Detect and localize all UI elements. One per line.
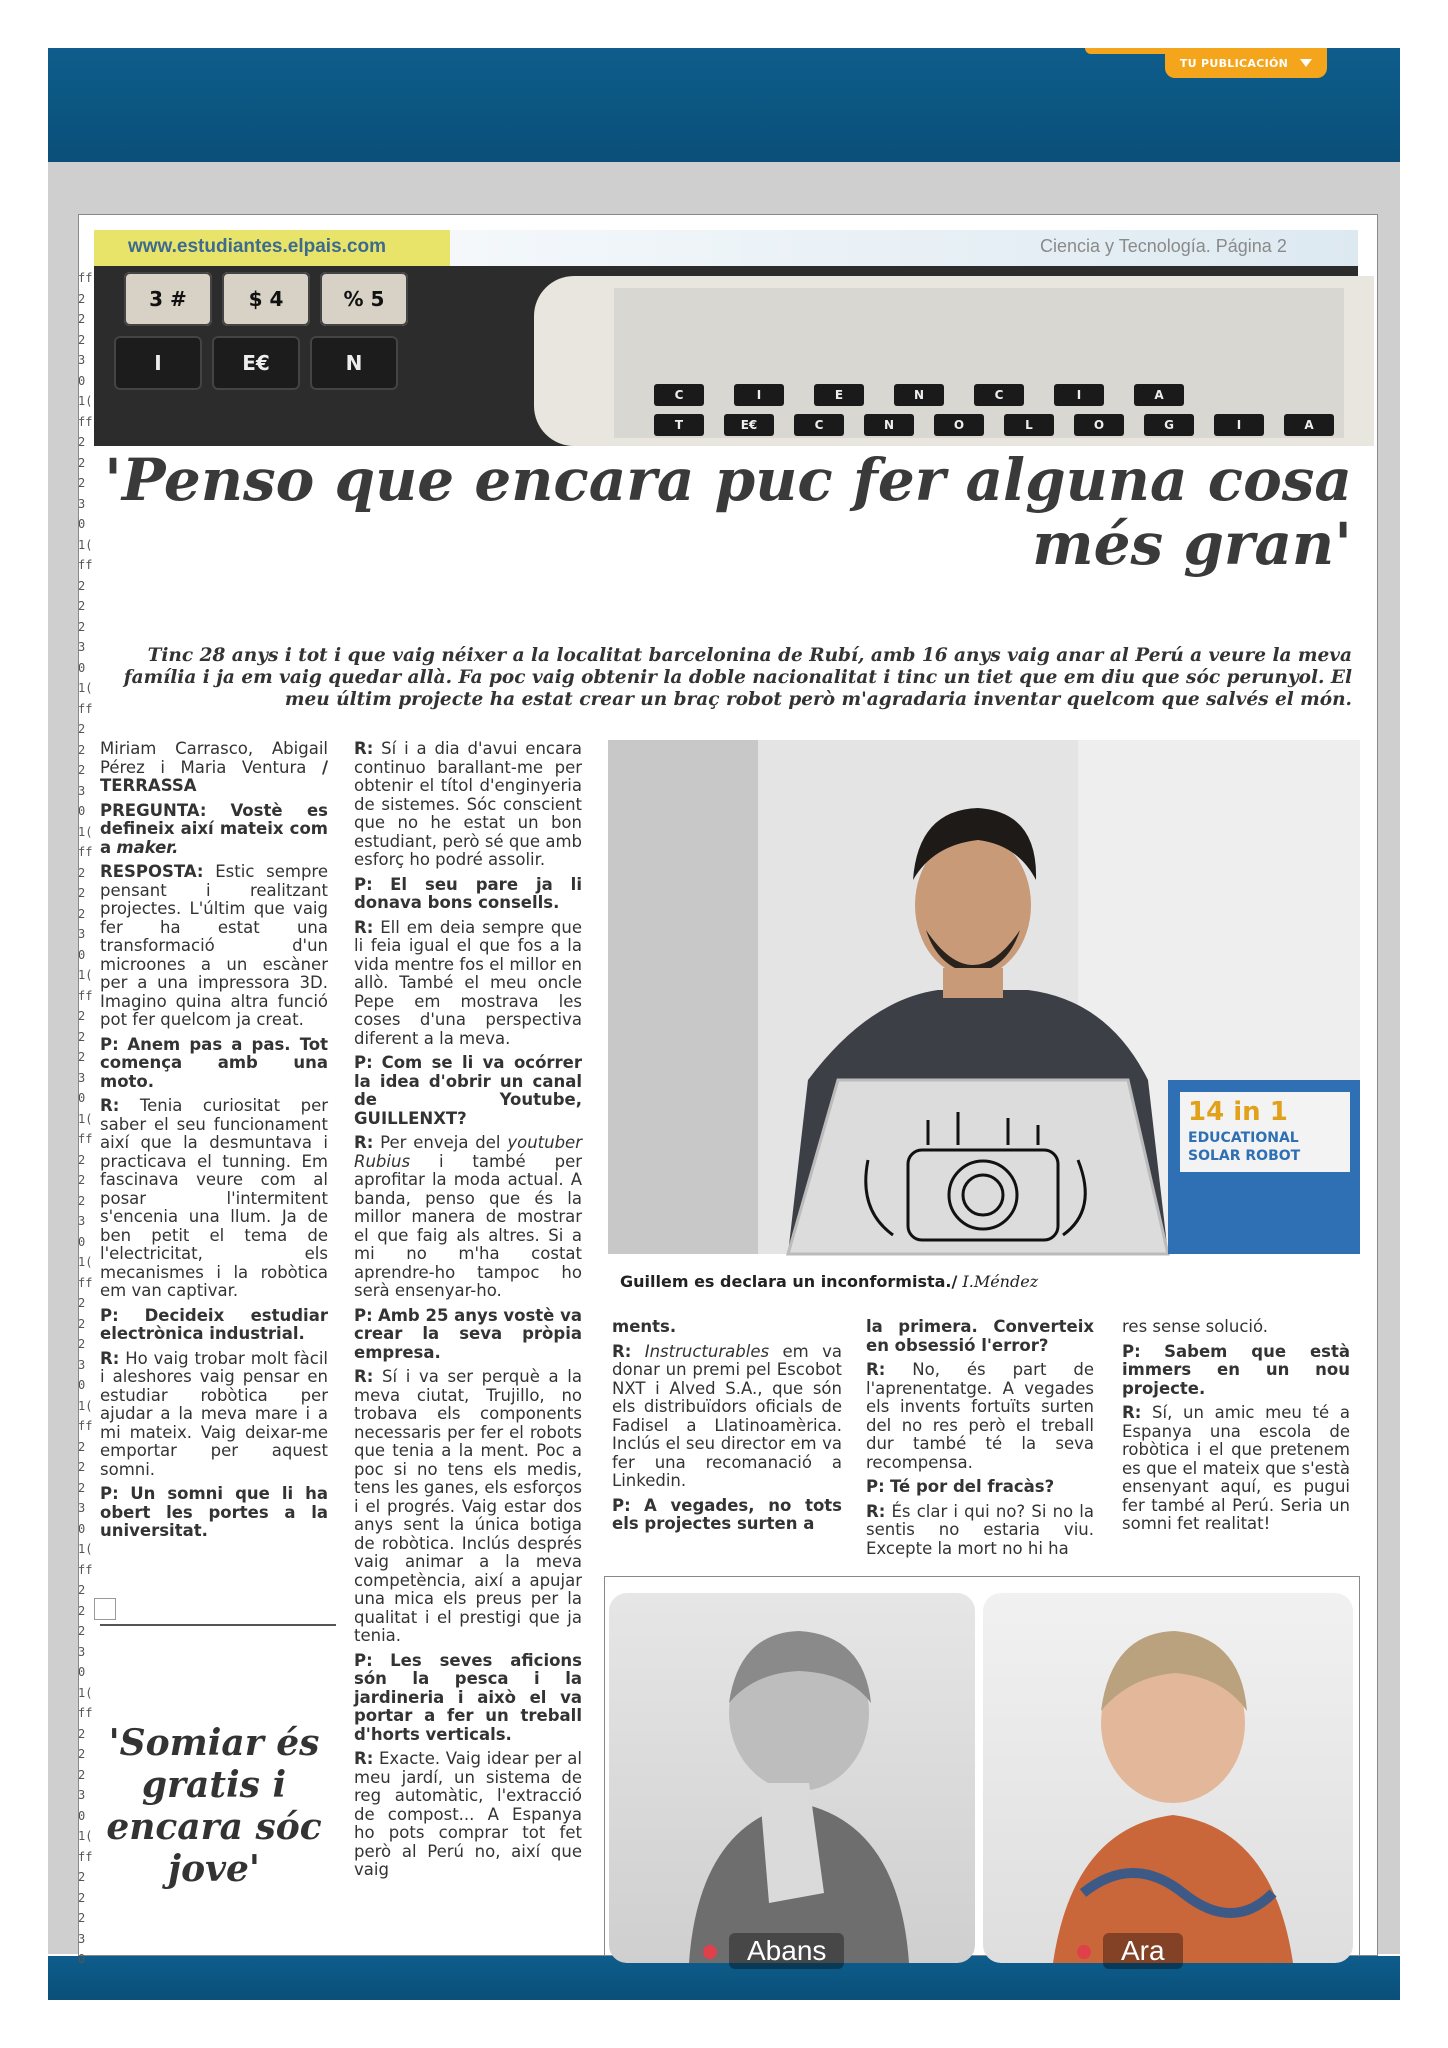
screen-key: E bbox=[814, 384, 864, 406]
question: Té por del fracàs? bbox=[889, 1477, 1055, 1496]
question: Com se li va ocórrer la idea d'obrir un canal de Youtube, GUILLENXT? bbox=[354, 1053, 583, 1128]
key: I bbox=[114, 336, 202, 390]
screen-key: I bbox=[734, 384, 784, 406]
question-label: P: bbox=[612, 1495, 631, 1515]
answer-label: R: bbox=[354, 1749, 374, 1768]
frame-marker bbox=[94, 1598, 116, 1620]
answer-label: R: bbox=[612, 1341, 632, 1361]
question-tail: la primera. Converteix en obsessió l'error? bbox=[866, 1317, 1094, 1355]
pullquote-rule bbox=[100, 1624, 336, 1626]
screen-key: I bbox=[1214, 414, 1264, 436]
after-label: Ara bbox=[1103, 1933, 1183, 1969]
question-label: P: bbox=[1122, 1341, 1141, 1361]
answer: És clar i qui no? Si no la sentis no estaria viu. Excepte la mort no hi ha bbox=[866, 1501, 1094, 1558]
lede: Tinc 28 anys i tot i que vaig néixer a la localitat barcelonina de Rubí, amb 16 anys vaig anar al Perú a veure la meva família i ja em vaig quedar allà. Fa poc vaig obtenir la doble nacionalitat i tinc un tiet que em diu que sóc perunyol. El meu últim projecte ha estat crear un braç robot però m'agradaria inventar quelcom que salvés el món. bbox=[123, 645, 1352, 710]
record-dot-icon bbox=[1077, 1945, 1091, 1959]
publication-dropdown[interactable] bbox=[1165, 48, 1327, 78]
key: N bbox=[310, 336, 398, 390]
question: Vostè es defineix així mateix com a bbox=[100, 800, 329, 857]
photo-after bbox=[983, 1593, 1353, 1966]
question: Un somni que li ha obert les portes a la universitat. bbox=[100, 1484, 328, 1540]
answer-label: RESPOSTA: bbox=[100, 862, 204, 881]
question-label: PREGUNTA: bbox=[100, 800, 207, 820]
record-dot-icon bbox=[703, 1945, 717, 1959]
answer: Ho vaig trobar molt fàcil i aleshores vaig pensar en estudiar robòtica per ajudar a la meva mare i a mi mateix. Vaig deixar-me emportar per aquest somni. bbox=[100, 1348, 328, 1479]
article-column-5 bbox=[1122, 1318, 1350, 1564]
child-before-illustration bbox=[609, 1593, 975, 1963]
answer-emphasis: Instructurables bbox=[644, 1341, 770, 1361]
screen-key: C bbox=[654, 384, 704, 406]
answer: Sí i a dia d'avui encara continuo barallant-me per obtenir el títol d'enginyeria de sistemes. Sóc conscient que no he estat un bon estudiant, però sé que amb esforç ho podré assolir. bbox=[354, 739, 582, 869]
pullquote: 'Somiar és gratis i encara sóc jove' bbox=[106, 1722, 322, 1890]
answer-label: R: bbox=[866, 1360, 886, 1379]
question-label: P: bbox=[100, 1034, 119, 1054]
question: Amb 25 anys vostè va crear la seva pròpia empresa. bbox=[354, 1305, 583, 1362]
box-label-line3: SOLAR ROBOT bbox=[1188, 1148, 1301, 1164]
answer: Tenia curiositat per saber el seu funcionament així que la desmuntava i practicava el tunning. Em fascinava veure com al posar l'intermitent s'encenia una llum. Ja de ben petit el tema de l'electricitat, els mecanismes i la robòtica em van captivar. bbox=[100, 1096, 329, 1300]
publication-label: TU PUBLICACIÓN bbox=[1179, 56, 1289, 70]
main-photo bbox=[608, 740, 1360, 1254]
answer-label: R: bbox=[100, 1348, 120, 1368]
site-url[interactable]: www.estudiantes.elpais.com bbox=[128, 236, 386, 257]
photo-before bbox=[609, 1593, 975, 1966]
answer-tail: res sense solució. bbox=[1122, 1317, 1269, 1336]
screen-key: L bbox=[1004, 414, 1054, 436]
child-after-illustration bbox=[983, 1593, 1353, 1963]
photo-credit: I.Méndez bbox=[962, 1272, 1039, 1291]
answer-label: R: bbox=[354, 917, 374, 937]
dateline: TERRASSA bbox=[100, 776, 197, 795]
question: Les seves aficions són la pesca i la jardineria i això el va portar a fer un treball d'horts verticals. bbox=[354, 1650, 583, 1744]
answer: Exacte. Vaig idear per al meu jardí, un sistema de reg automàtic, l'extracció de compost... A Espanya ho pots comprar tot fet però al Perú no, així que vaig bbox=[354, 1749, 583, 1879]
article-column-1 bbox=[100, 740, 328, 1590]
screen-key: C bbox=[794, 414, 844, 436]
key: % 5 bbox=[320, 272, 408, 326]
question: A vegades, no tots els projectes surten a bbox=[612, 1495, 843, 1533]
question-label: P: bbox=[354, 1053, 373, 1072]
question-label: P: bbox=[354, 1650, 373, 1670]
byline-separator: / bbox=[321, 757, 328, 777]
answer-label: R: bbox=[354, 739, 374, 758]
banner-image bbox=[94, 266, 1358, 446]
photo-caption bbox=[620, 1272, 1038, 1291]
answer-label: R: bbox=[1122, 1403, 1142, 1422]
answer: No, és part de l'aprenentatge. A vegades els invents fortuïts surten del no res però el treball dur també té la seva recompensa. bbox=[866, 1360, 1094, 1472]
answer: i també per aprofitar la moda actual. A banda, penso que és la millor manera de mostrar el que faig als altres. Si a mi no m'ha costat aprendre-ho tampoc ho serà ensenyar-ho. bbox=[354, 1151, 583, 1300]
answer: Sí i va ser perquè a la meva ciutat, Trujillo, no trobava els components necessaris per fer el robots que tenia a la ment. Poc a poc si no tens els medis, tens les ganes, els esforços i el progrés. Vaig estar dos anys sent la única botiga de robòtica. Inclús després vaig animar a la meva competència, així a apujar una mica els preus per la qualitat i el prestigi que ja tenia. bbox=[354, 1367, 583, 1645]
screen-key: A bbox=[1284, 414, 1334, 436]
screen-key: G bbox=[1144, 414, 1194, 436]
box-label-line2: EDUCATIONAL bbox=[1188, 1130, 1299, 1146]
screen-key: N bbox=[894, 384, 944, 406]
phone-image bbox=[534, 276, 1374, 446]
page-gutter-text: ff 2 2 2 3 0 1( ff 2 2 2 3 0 1( ff 2 2 2 3 0 1( ff 2 2 2 3 0 1( ff 2 2 2 3 0 1( ff 2 2 2 3 0 1( ff 2 2 2 3 0 1( ff 2 2 2 3 0 1( ff 2 2 2 3 0 1( ff 2 2 2 3 0 1( ff 2 2 2 3 0 1( ff 2 2 2 3 0 bbox=[78, 271, 93, 1966]
article-column-4 bbox=[866, 1318, 1094, 1564]
article-column-2 bbox=[354, 740, 582, 1955]
answer-label: R: bbox=[100, 1096, 120, 1115]
answer-emphasis: youtuber Rubius bbox=[354, 1133, 582, 1171]
keyboard-row-top bbox=[124, 272, 408, 326]
answer: Sí, un amic meu té a Espanya una escola de robòtica i el que pretenem es que el mateix que s'està ensenyant aquí, es pugui fer també al Perú. Seria un somni fet realitat! bbox=[1122, 1403, 1350, 1533]
caption-text: Guillem es declara un inconformista./ bbox=[620, 1272, 958, 1291]
question: Sabem que està immers en un nou projecte. bbox=[1122, 1341, 1350, 1398]
key: E€ bbox=[212, 336, 300, 390]
byline: Miriam Carrasco, Abigail Pérez i Maria Ventura bbox=[100, 739, 328, 777]
answer: em va donar un premi pel Escobot NXT i Alved S.A., que són els distribuïdors oficials de Fadisel a Llatinoamèrica. Inclús el seu director em va fer una recomanació a Linkedin. bbox=[612, 1341, 843, 1490]
before-label: Abans bbox=[729, 1933, 844, 1969]
question-emphasis: maker. bbox=[116, 837, 179, 857]
screen-key: T bbox=[654, 414, 704, 436]
chevron-down-icon bbox=[1300, 59, 1312, 67]
screen-key: O bbox=[934, 414, 984, 436]
question: Decideix estudiar electrònica industrial. bbox=[100, 1305, 328, 1343]
section-label: Ciencia y Tecnología. Página 2 bbox=[1040, 236, 1287, 256]
comparison-photos bbox=[604, 1576, 1360, 1966]
key: 3 # bbox=[124, 272, 212, 326]
question-label: P: bbox=[866, 1477, 885, 1496]
answer-label: R: bbox=[866, 1501, 886, 1521]
answer: Per enveja del bbox=[380, 1133, 501, 1152]
phone-screen bbox=[614, 288, 1344, 438]
screen-key: E€ bbox=[724, 414, 774, 436]
answer: Ell em deia sempre que li feia igual el que fos a la vida mentre fos el millor en allò. També el meu oncle Pepe em mostrava les coses d'una perspectiva diferent a la meva. bbox=[354, 917, 582, 1048]
portrait-illustration bbox=[608, 740, 1360, 1254]
answer: Estic sempre pensant i realitzant projectes. L'últim que vaig fer ha estat una transformació d'un microones a un escàner per a una impressora 3D. Imagino quina altra funció pot fer quelcom ja creat. bbox=[100, 862, 328, 1029]
question: El seu pare ja li donava bons consells. bbox=[354, 874, 582, 912]
question-label: P: bbox=[100, 1484, 119, 1503]
headline: 'Penso que encara puc fer alguna cosa més gran' bbox=[104, 446, 1352, 578]
screen-key: O bbox=[1074, 414, 1124, 436]
question: Anem pas a pas. Tot comença amb una moto. bbox=[100, 1034, 328, 1091]
question-label: P: bbox=[100, 1305, 119, 1325]
article-column-3 bbox=[612, 1318, 842, 1564]
screen-key: C bbox=[974, 384, 1024, 406]
screen-key: I bbox=[1054, 384, 1104, 406]
keyboard-row-letters bbox=[114, 336, 398, 390]
box-label-line1: 14 in 1 bbox=[1188, 1097, 1288, 1127]
question-tail: ments. bbox=[612, 1317, 677, 1336]
publication-tab-edge bbox=[1085, 48, 1170, 54]
question-label: P: bbox=[354, 1305, 373, 1325]
screen-key: A bbox=[1134, 384, 1184, 406]
screen-key: N bbox=[864, 414, 914, 436]
key: $ 4 bbox=[222, 272, 310, 326]
question-label: P: bbox=[354, 874, 373, 894]
answer-label: R: bbox=[354, 1367, 374, 1386]
answer-label: R: bbox=[354, 1133, 374, 1152]
